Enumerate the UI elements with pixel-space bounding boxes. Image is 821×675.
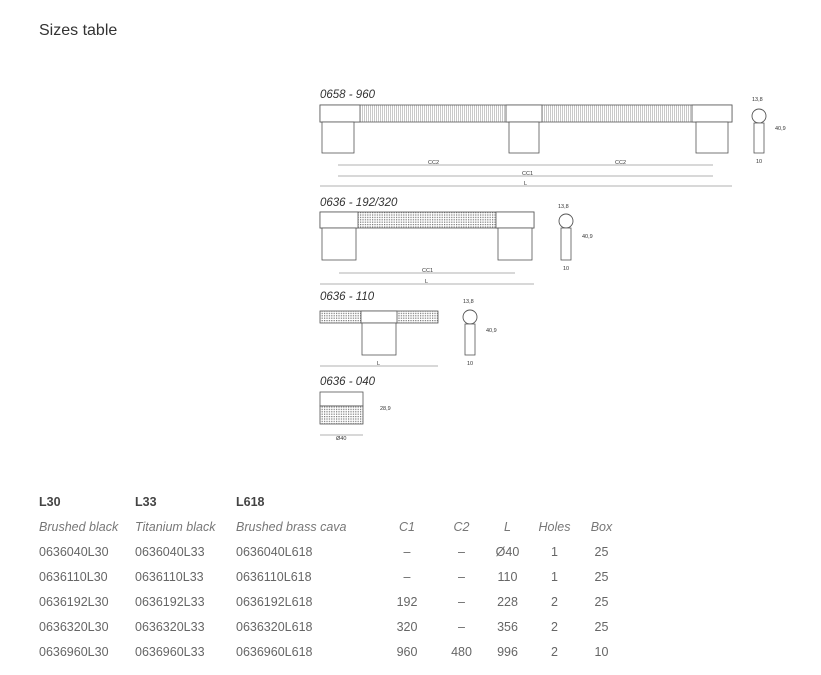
header-cell: L bbox=[504, 519, 511, 534]
dim-cc2-left: CC2 bbox=[428, 160, 440, 166]
page-title: Sizes table bbox=[39, 22, 118, 39]
dim-width: 10 bbox=[756, 159, 763, 165]
dim-diameter: 13,8 bbox=[752, 97, 763, 103]
table-cell: 2 bbox=[551, 594, 558, 609]
table-row bbox=[39, 639, 625, 664]
dim-width: 10 bbox=[563, 266, 570, 272]
table-cell: 0636110L618 bbox=[236, 569, 312, 584]
table-cell: 0636040L30 bbox=[39, 544, 109, 559]
dim-height: 28,9 bbox=[380, 406, 391, 412]
table-row bbox=[39, 539, 625, 564]
drawing-label: 0636 - 110 bbox=[320, 291, 375, 303]
table-cell: – bbox=[458, 594, 465, 609]
dim-height: 40,9 bbox=[582, 234, 593, 240]
table-cell: 192 bbox=[396, 594, 418, 609]
table-cell: 25 bbox=[594, 544, 609, 559]
table-cell: – bbox=[403, 569, 411, 584]
table-cell: 2 bbox=[551, 644, 558, 659]
table-cell: – bbox=[458, 544, 465, 559]
dim-cc1: CC1 bbox=[422, 268, 434, 274]
table-header-codes bbox=[39, 489, 625, 514]
header-cell: Brushed brass cava bbox=[236, 519, 347, 534]
table-cell: Ø40 bbox=[495, 544, 520, 559]
dim-cc2-right: CC2 bbox=[615, 160, 627, 166]
header-cell: L618 bbox=[236, 494, 265, 509]
table-cell: 0636040L33 bbox=[135, 544, 205, 559]
sizes-table bbox=[39, 489, 625, 664]
table-cell: 0636192L30 bbox=[39, 594, 109, 609]
dim-height: 40,9 bbox=[775, 126, 786, 132]
table-cell: 25 bbox=[594, 619, 609, 634]
dim-length: L bbox=[377, 361, 381, 367]
table-cell: 0636192L33 bbox=[135, 594, 205, 609]
table-cell: 0636192L618 bbox=[236, 594, 313, 609]
table-cell: 0636960L33 bbox=[135, 644, 205, 659]
table-cell: 25 bbox=[594, 569, 609, 584]
dim-height: 40,9 bbox=[486, 328, 497, 334]
dim-diameter: 13,8 bbox=[463, 299, 474, 305]
header-cell: L30 bbox=[39, 494, 61, 509]
table-cell: – bbox=[458, 619, 465, 634]
table-cell: – bbox=[403, 544, 411, 559]
table-row bbox=[39, 614, 625, 639]
header-cell: L33 bbox=[135, 494, 157, 509]
header-cell: Titanium black bbox=[135, 519, 216, 534]
drawing-0636-192-320 bbox=[320, 197, 593, 285]
header-cell: Box bbox=[590, 519, 613, 534]
table-cell: 0636110L30 bbox=[39, 569, 108, 584]
drawing-0636-110 bbox=[320, 291, 497, 367]
drawing-0636-040 bbox=[320, 376, 391, 442]
drawing-label: 0658 - 960 bbox=[320, 89, 375, 101]
dim-diameter: Ø40 bbox=[336, 436, 347, 442]
table-cell: 996 bbox=[497, 644, 518, 659]
table-row bbox=[39, 589, 625, 614]
table-cell: 0636320L33 bbox=[135, 619, 205, 634]
table-cell: 1 bbox=[551, 544, 558, 559]
header-cell: Holes bbox=[538, 519, 571, 534]
table-row bbox=[39, 564, 625, 589]
table-cell: 0636040L618 bbox=[236, 544, 313, 559]
table-cell: 356 bbox=[497, 619, 518, 634]
drawing-label: 0636 - 192/320 bbox=[320, 197, 398, 209]
table-cell: 320 bbox=[396, 619, 418, 634]
table-cell: 10 bbox=[594, 644, 609, 659]
table-cell: – bbox=[458, 569, 465, 584]
dim-cc1: CC1 bbox=[522, 171, 534, 177]
table-cell: 0636110L33 bbox=[135, 569, 204, 584]
dim-length: L bbox=[524, 181, 528, 187]
table-cell: 0636320L30 bbox=[39, 619, 109, 634]
table-cell: 480 bbox=[451, 644, 472, 659]
table-cell: 1 bbox=[551, 569, 558, 584]
table-cell: 0636960L30 bbox=[39, 644, 109, 659]
table-cell: 0636960L618 bbox=[236, 644, 313, 659]
table-cell: 25 bbox=[594, 594, 609, 609]
technical-drawings bbox=[300, 80, 800, 450]
table-cell: 110 bbox=[497, 569, 518, 584]
table-cell: 0636320L618 bbox=[236, 619, 313, 634]
header-cell: C1 bbox=[399, 519, 415, 534]
table-cell: 2 bbox=[551, 619, 558, 634]
table-cell: 960 bbox=[396, 644, 418, 659]
header-cell: C2 bbox=[453, 519, 470, 534]
dim-diameter: 13,8 bbox=[558, 204, 569, 210]
dim-length: L bbox=[425, 279, 429, 285]
table-header-finishes bbox=[39, 514, 625, 539]
drawing-label: 0636 - 040 bbox=[320, 376, 375, 388]
drawing-0658-960 bbox=[320, 89, 786, 187]
table-cell: 228 bbox=[497, 594, 518, 609]
header-cell: Brushed black bbox=[39, 519, 119, 534]
dim-width: 10 bbox=[467, 361, 474, 367]
